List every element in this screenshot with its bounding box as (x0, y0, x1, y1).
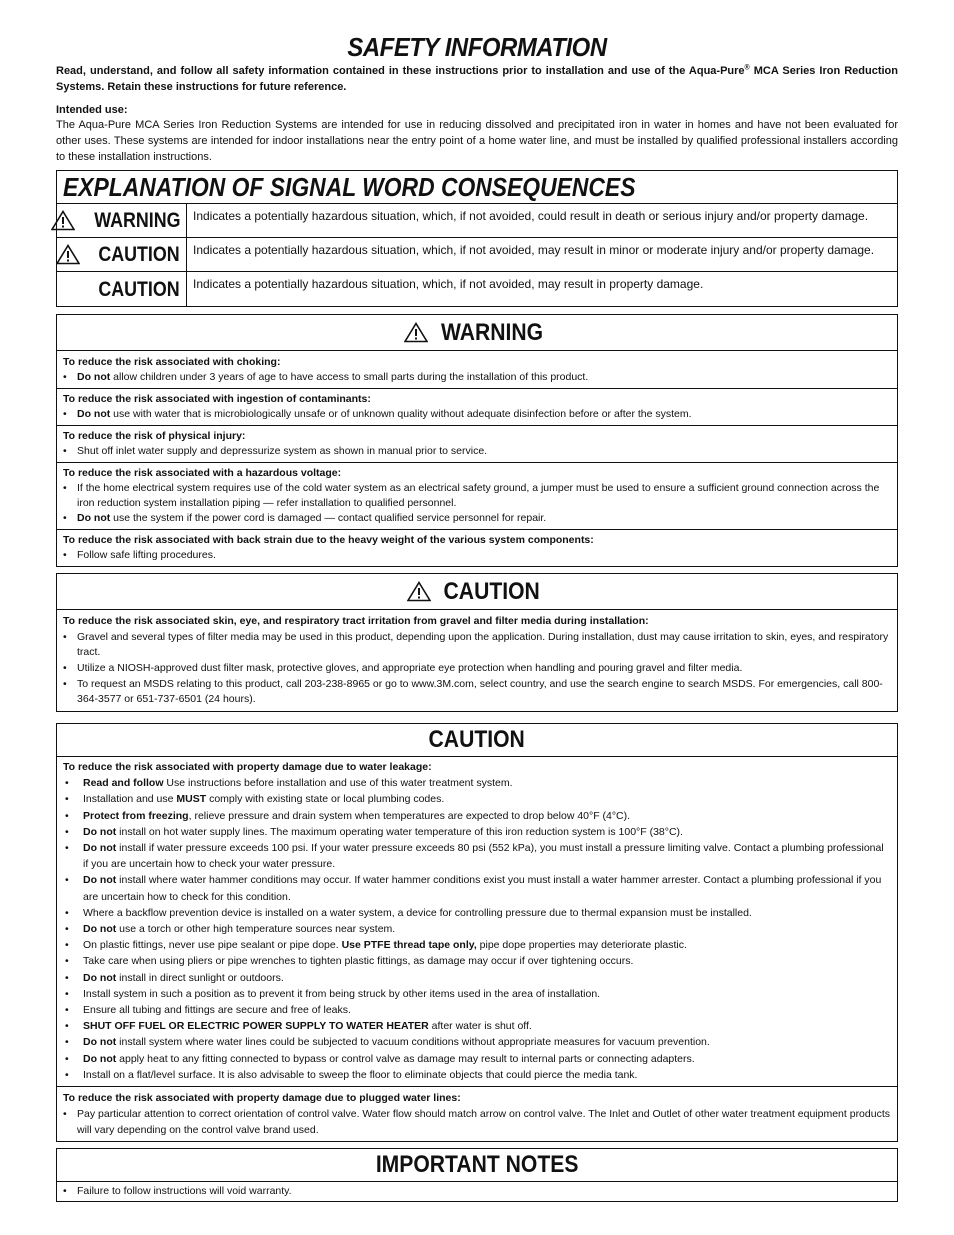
warning-triangle-icon (51, 210, 75, 231)
page-title: SAFETY INFORMATION (347, 32, 607, 62)
warning-section-back-strain: To reduce the risk associated with back strain due to the heavy weight of the various system components: • Follow safe lifting procedures. (63, 534, 594, 561)
warning-title: WARNING (57, 315, 897, 351)
warning-section-physical-injury: To reduce the risk of physical injury: • Shut off inlet water supply and depressurize system as shown in manual prior to service. (57, 426, 897, 463)
warning-section-voltage: To reduce the risk associated with a hazardous voltage: • If the home electrical system requires use of the cold water system as an electrical safety ground, a jumper must be used to ensure a sufficient ground connection across the iron reduction system installation piping — refer installation to qualified personnel. • Do not use the system if the power cord is damaged — contact qualified service personnel for repair. (57, 463, 897, 530)
warning-triangle-icon (404, 322, 428, 343)
signal-row-caution (57, 238, 897, 272)
intro-text: Read, understand, and follow all safety information contained in these instructions prior to installation and use of the Aqua-Pure® MCA Series Iron Reduction Systems. Retain these instructions for future reference. (56, 64, 898, 93)
signal-label: CAUTION (98, 277, 180, 301)
signal-label: CAUTION (98, 243, 180, 266)
intended-use-body: The Aqua-Pure MCA Series Iron Reduction Systems are intended for use in reducing dissolved and precipitated iron in water in homes and have not been evaluated for other uses. These systems are intended for indoor installations near the entry point of a home water line, and must be installed by qualified professional installers according to these installation instructions. (56, 119, 898, 163)
signal-row-warning (57, 204, 897, 238)
signal-word-title: EXPLANATION OF SIGNAL WORD CONSEQUENCES (57, 171, 897, 204)
signal-row-caution-property (57, 272, 897, 306)
warning-box (56, 314, 898, 567)
warning-triangle-icon (56, 244, 80, 265)
signal-description: Indicates a potentially hazardous situation, which, if not avoided, could result in death or serious injury and/or property damage. (193, 209, 869, 223)
caution-section-plugged-lines: To reduce the risk associated with property damage due to plugged water lines: • Pay particular attention to correct orientation of control valve. Water flow should match arrow on control valve. The Inlet and Outlet of other water treatment equipment products will vary depending on the control valve brand used. (63, 1092, 890, 1137)
signal-description: Indicates a potentially hazardous situation, which, if not avoided, may result in minor or moderate injury and/or property damage. (193, 243, 875, 257)
important-notes-title: IMPORTANT NOTES (57, 1149, 897, 1182)
caution-property-title: CAUTION (57, 724, 897, 757)
warning-triangle-icon (407, 581, 431, 602)
caution-title: CAUTION (57, 574, 897, 610)
warning-section-contaminants: To reduce the risk associated with ingestion of contaminants: • Do not use with water that is microbiologically unsafe or of unknown quality without adequate disinfection before or after the system. (57, 389, 897, 426)
caution-irritation-box: CAUTION To reduce the risk associated skin, eye, and respiratory tract irritation from gravel and filter media during installation: • Gravel and several types of filter media may be used in this product, depending upon the application. During installation, dust may cause irritation to skin, eyes, and respiratory tract. • Utilize a NIOSH-approved dust filter mask, protective gloves, and appropriate eye protection when handling and pouring gravel and filter media. • To request an MSDS relating to this product, call 203-238-8965 or go to www.3M.com, select country, and use the search engine to search MSDS. For emergencies, call 800-364-3577 or 651-737-6501 (24 hours). (56, 573, 898, 712)
signal-label: WARNING (93, 209, 180, 232)
safety-page (56, 32, 898, 1202)
signal-description: Indicates a potentially hazardous situation, which, if not avoided, may result in property damage. (193, 277, 704, 291)
intended-use-label: Intended use: (56, 104, 128, 116)
important-notes-box: IMPORTANT NOTES • Failure to follow instructions will void warranty. (56, 1148, 898, 1202)
caution-section-leakage: To reduce the risk associated with property damage due to water leakage: • Read and follow Use instructions before installation and use of this water treatment system. • Installation and use MUST comply with existing state or local plumbing codes. • Protect from freezing, relieve pressure and drain system when temperatures are expected to drop below 40°F (4°C). • Do not install on hot water supply lines. The maximum operating water temperature of this iron reduction system is 100°F (38°C). • Do not install if water pressure exceeds 100 psi. If your water pressure exceeds 80 psi (552 kPa), you must install a pressure limiting valve. Contact a plumbing professional if you are uncertain how to check your water pressure. • Do not install where water hammer conditions may occur. If water hammer conditions exist you must install a water hammer arrester. Contact a plumbing professional if you are uncertain how to check for this condition. • Where a backflow prevention device is installed on a water system, a device for controlling pressure due to thermal expansion must be installed. • Do not use a torch or other high temperature sources near system. • On plastic fittings, never use pipe sealant or pipe dope. Use PTFE thread tape only, pipe dope properties may deteriorate plastic. • Take care when using pliers or pipe wrenches to tighten plastic fittings, as damage may occur if over tightening occurs. • Do not install in direct sunlight or outdoors. • Install system in such a position as to prevent it from being struck by other items used in the area of installation. • Ensure all tubing and fittings are secure and free of leaks. • SHUT OFF FUEL OR ELECTRIC POWER SUPPLY TO WATER HEATER after water is shut off. • Do not install system where water lines could be subjected to vacuum conditions without appropriate measures for vacuum prevention. • Do not apply heat to any fitting connected to bypass or control valve as damage may result to internal parts or connecting adapters. • Install on a flat/level surface. It is also advisable to sweep the floor to eliminate objects that could pierce the media tank. (57, 757, 897, 1087)
caution-property-box (56, 723, 898, 1142)
warning-section-choking: To reduce the risk associated with choking: • Do not allow children under 3 years of age to have access to small parts during the installation of this product. (57, 351, 897, 389)
notes-item: Failure to follow instructions will void warranty. (77, 1185, 292, 1198)
signal-word-table (56, 170, 898, 307)
